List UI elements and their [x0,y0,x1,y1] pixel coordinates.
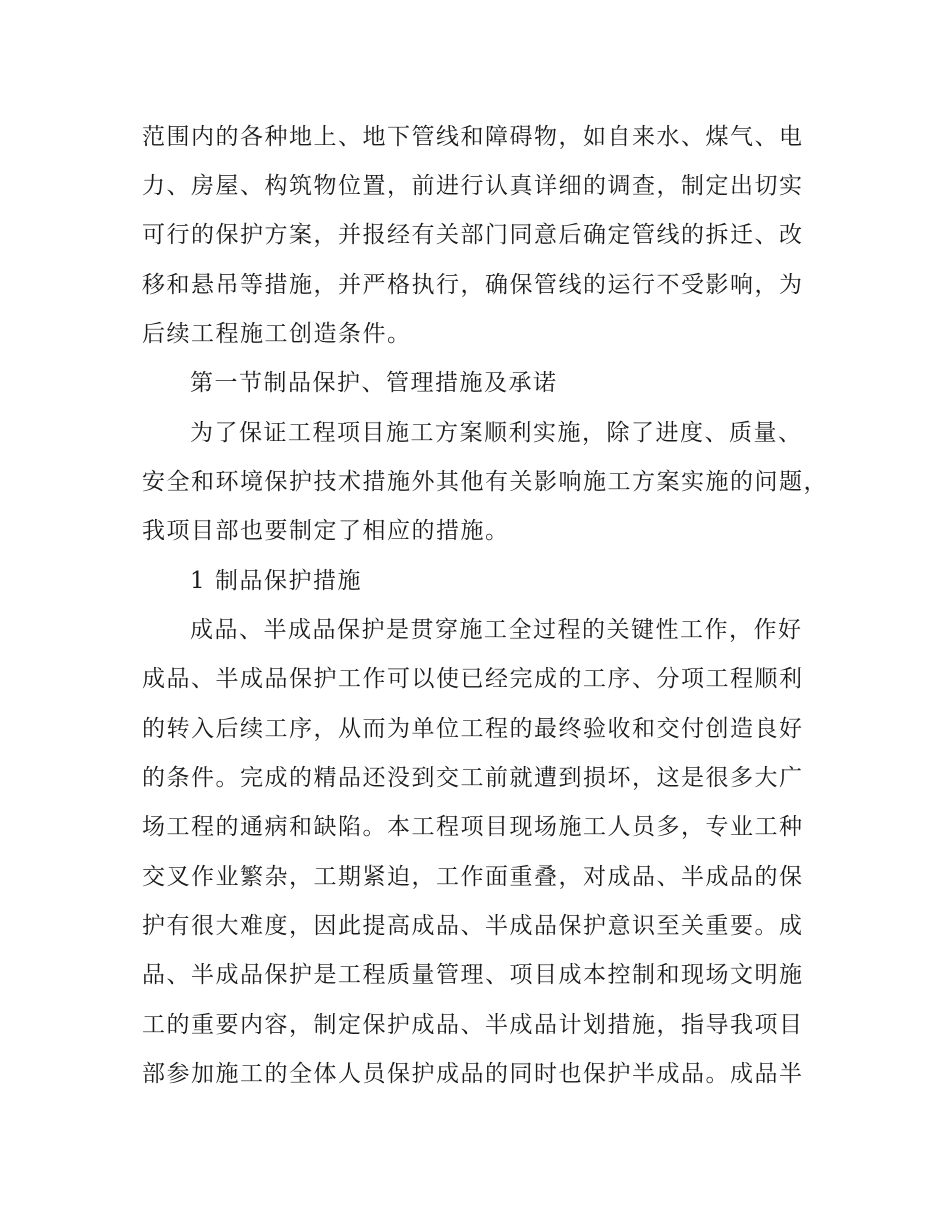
body-text-line: 交叉作业繁杂，工期紧迫，工作面重叠，对成品、半成品的保 [142,864,804,890]
body-text-line: 为了保证工程项目施工方案顺利实施，除了进度、质量、 [190,420,803,446]
body-text-line: 品、半成品保护是工程质量管理、项目成本控制和现场文明施 [142,962,804,988]
body-text-line: 范围内的各种地上、地下管线和障碍物，如自来水、煤气、电 [142,124,804,150]
body-text-line: 场工程的通病和缺陷。本工程项目现场施工人员多，专业工种 [142,814,804,840]
body-text-line: 力、房屋、构筑物位置，前进行认真详细的调查，制定出切实 [142,173,804,199]
body-text-line: 后续工程施工创造条件。 [142,321,412,347]
body-text-line: 可行的保护方案，并报经有关部门同意后确定管线的拆迁、改 [142,222,804,248]
body-text-line: 部参加施工的全体人员保护成品的同时也保护半成品。成品半 [142,1061,804,1087]
body-text-line: 我项目部也要制定了相应的措施。 [142,518,510,544]
body-text-line: 工的重要内容，制定保护成品、半成品计划措施，指导我项目 [142,1012,804,1038]
subsection-heading: 1 制品保护措施 [190,568,362,594]
body-text-line: 的条件。完成的精品还没到交工前就遭到损坏，这是很多大广 [142,765,804,791]
body-text-line: 移和悬吊等措施，并严格执行，确保管线的运行不受影响，为 [142,272,804,298]
body-text-line: 安全和环境保护技术措施外其他有关影响施工方案实施的问题， [142,469,828,495]
body-text-line: 成品、半成品保护工作可以使已经完成的工序、分项工程顺利 [142,666,804,692]
body-text-line: 护有很大难度，因此提高成品、半成品保护意识至关重要。成 [142,913,804,939]
body-text-line: 的转入后续工序，从而为单位工程的最终验收和交付创造良好 [142,716,804,742]
section-heading: 第一节制品保护、管理措施及承诺 [190,370,558,396]
body-text-line: 成品、半成品保护是贯穿施工全过程的关键性工作，作好 [190,617,803,643]
